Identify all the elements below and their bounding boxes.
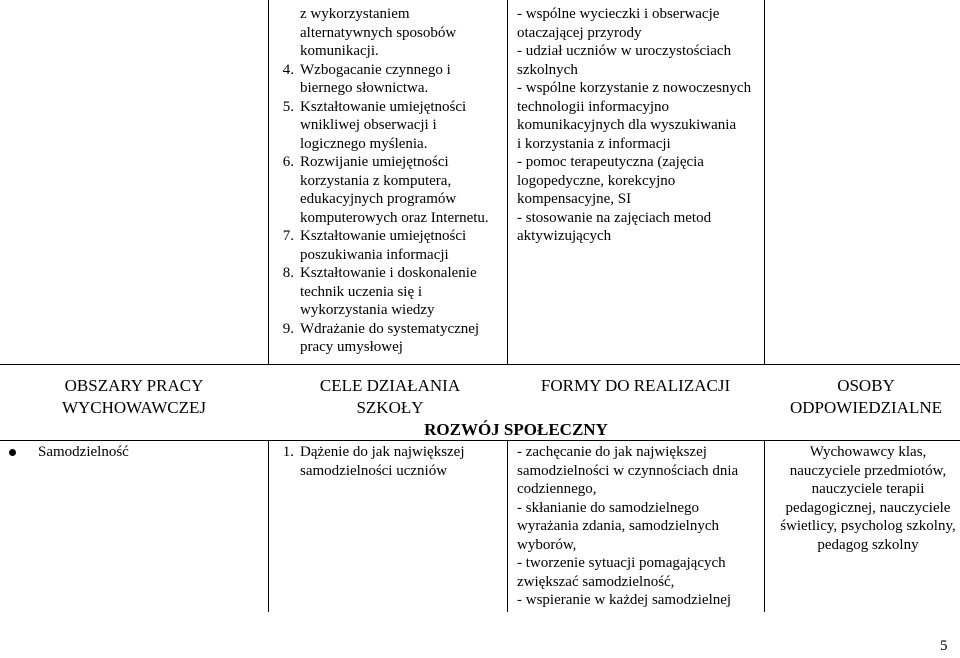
goal-item: 6. Rozwijanie umiejętności korzystania z komputera, edukacyjnych programów komputerowych oraz Internetu.: [282, 154, 489, 226]
form-item: - wspólne korzystanie z nowoczesnych technologii informacyjno komunikacyjnych dla wyszukiwania: [517, 80, 752, 133]
form-item: - pomoc terapeutyczna (zajęcia logopedyczne, korekcyjno kompensacyjne, SI: [517, 154, 704, 207]
header-persons: OSOBY ODPOWIEDZIALNE: [789, 376, 943, 417]
top-table-border-left: [268, 0, 269, 364]
bottom-table-border-mid: [507, 440, 508, 612]
area-cell: Samodzielność: [38, 444, 129, 460]
top-table-border-right: [764, 0, 765, 364]
form-item: - tworzenie sytuacji pomagających zwiększać samodzielność,: [517, 555, 726, 590]
persons-cell: Wychowawcy klas, nauczyciele przedmiotów, nauczyciele terapii pedagogicznej, nauczyciele świetlicy, psycholog szkolny, pedagog szkolny: [780, 444, 956, 553]
forms-cell: [517, 443, 759, 610]
top-goals-list: [274, 5, 500, 357]
bullet-icon: [9, 449, 16, 456]
goal-item: z wykorzystaniem alternatywnych sposobów komunikacji.: [300, 6, 457, 59]
form-item: - wspólne wycieczki i obserwacje otaczającej przyrody: [517, 6, 720, 41]
bottom-table-border-left: [268, 440, 269, 612]
section-title: ROZWÓJ SPOŁECZNY: [424, 420, 608, 439]
top-forms-cell: [517, 5, 759, 246]
top-table-border-bottom: [0, 364, 960, 365]
header-forms: FORMY DO REALIZACJI: [540, 376, 731, 395]
bottom-table-border-right: [764, 440, 765, 612]
goal-item: 7. Kształtowanie umiejętności poszukiwania informacji: [282, 228, 467, 263]
form-item: - zachęcanie do jak największej samodzielności w czynnościach dnia codziennego,: [517, 444, 739, 497]
header-goals: CELE DZIAŁANIA SZKOŁY: [319, 376, 461, 417]
goal-item: 9. Wdrażanie do systematycznej pracy umysłowej: [282, 320, 480, 355]
bottom-goals-list: [274, 443, 500, 480]
goal-item: 4. Wzbogacanie czynnego i biernego słownictwa.: [282, 61, 451, 96]
header-area: OBSZARY PRACY WYCHOWAWCZEJ: [61, 376, 207, 417]
form-item: - skłanianie do samodzielnego wyrażania zdania, samodzielnych wyborów,: [517, 499, 719, 553]
bottom-table-header-rule: [0, 440, 960, 441]
form-item: - udział uczniów w uroczystościach szkolnych: [517, 43, 732, 78]
top-goals-cell: [274, 5, 500, 357]
form-item: - wspieranie w każdej samodzielnej: [517, 592, 732, 608]
top-table-border-mid: [507, 0, 508, 364]
goal-item: 8. Kształtowanie i doskonalenie technik uczenia się i wykorzystania wiedzy: [282, 265, 477, 318]
page-number: 5: [940, 638, 948, 654]
goal-item: 5. Kształtowanie umiejętności wnikliwej obserwacji i logicznego myślenia.: [282, 98, 467, 152]
form-item: - stosowanie na zajęciach metod aktywizujących: [517, 209, 712, 244]
goal-cell: [274, 443, 500, 480]
form-item: i korzystania z informacji: [517, 135, 671, 152]
goal-item: 1. Dążenie do jak największej samodzielności uczniów: [282, 444, 465, 479]
